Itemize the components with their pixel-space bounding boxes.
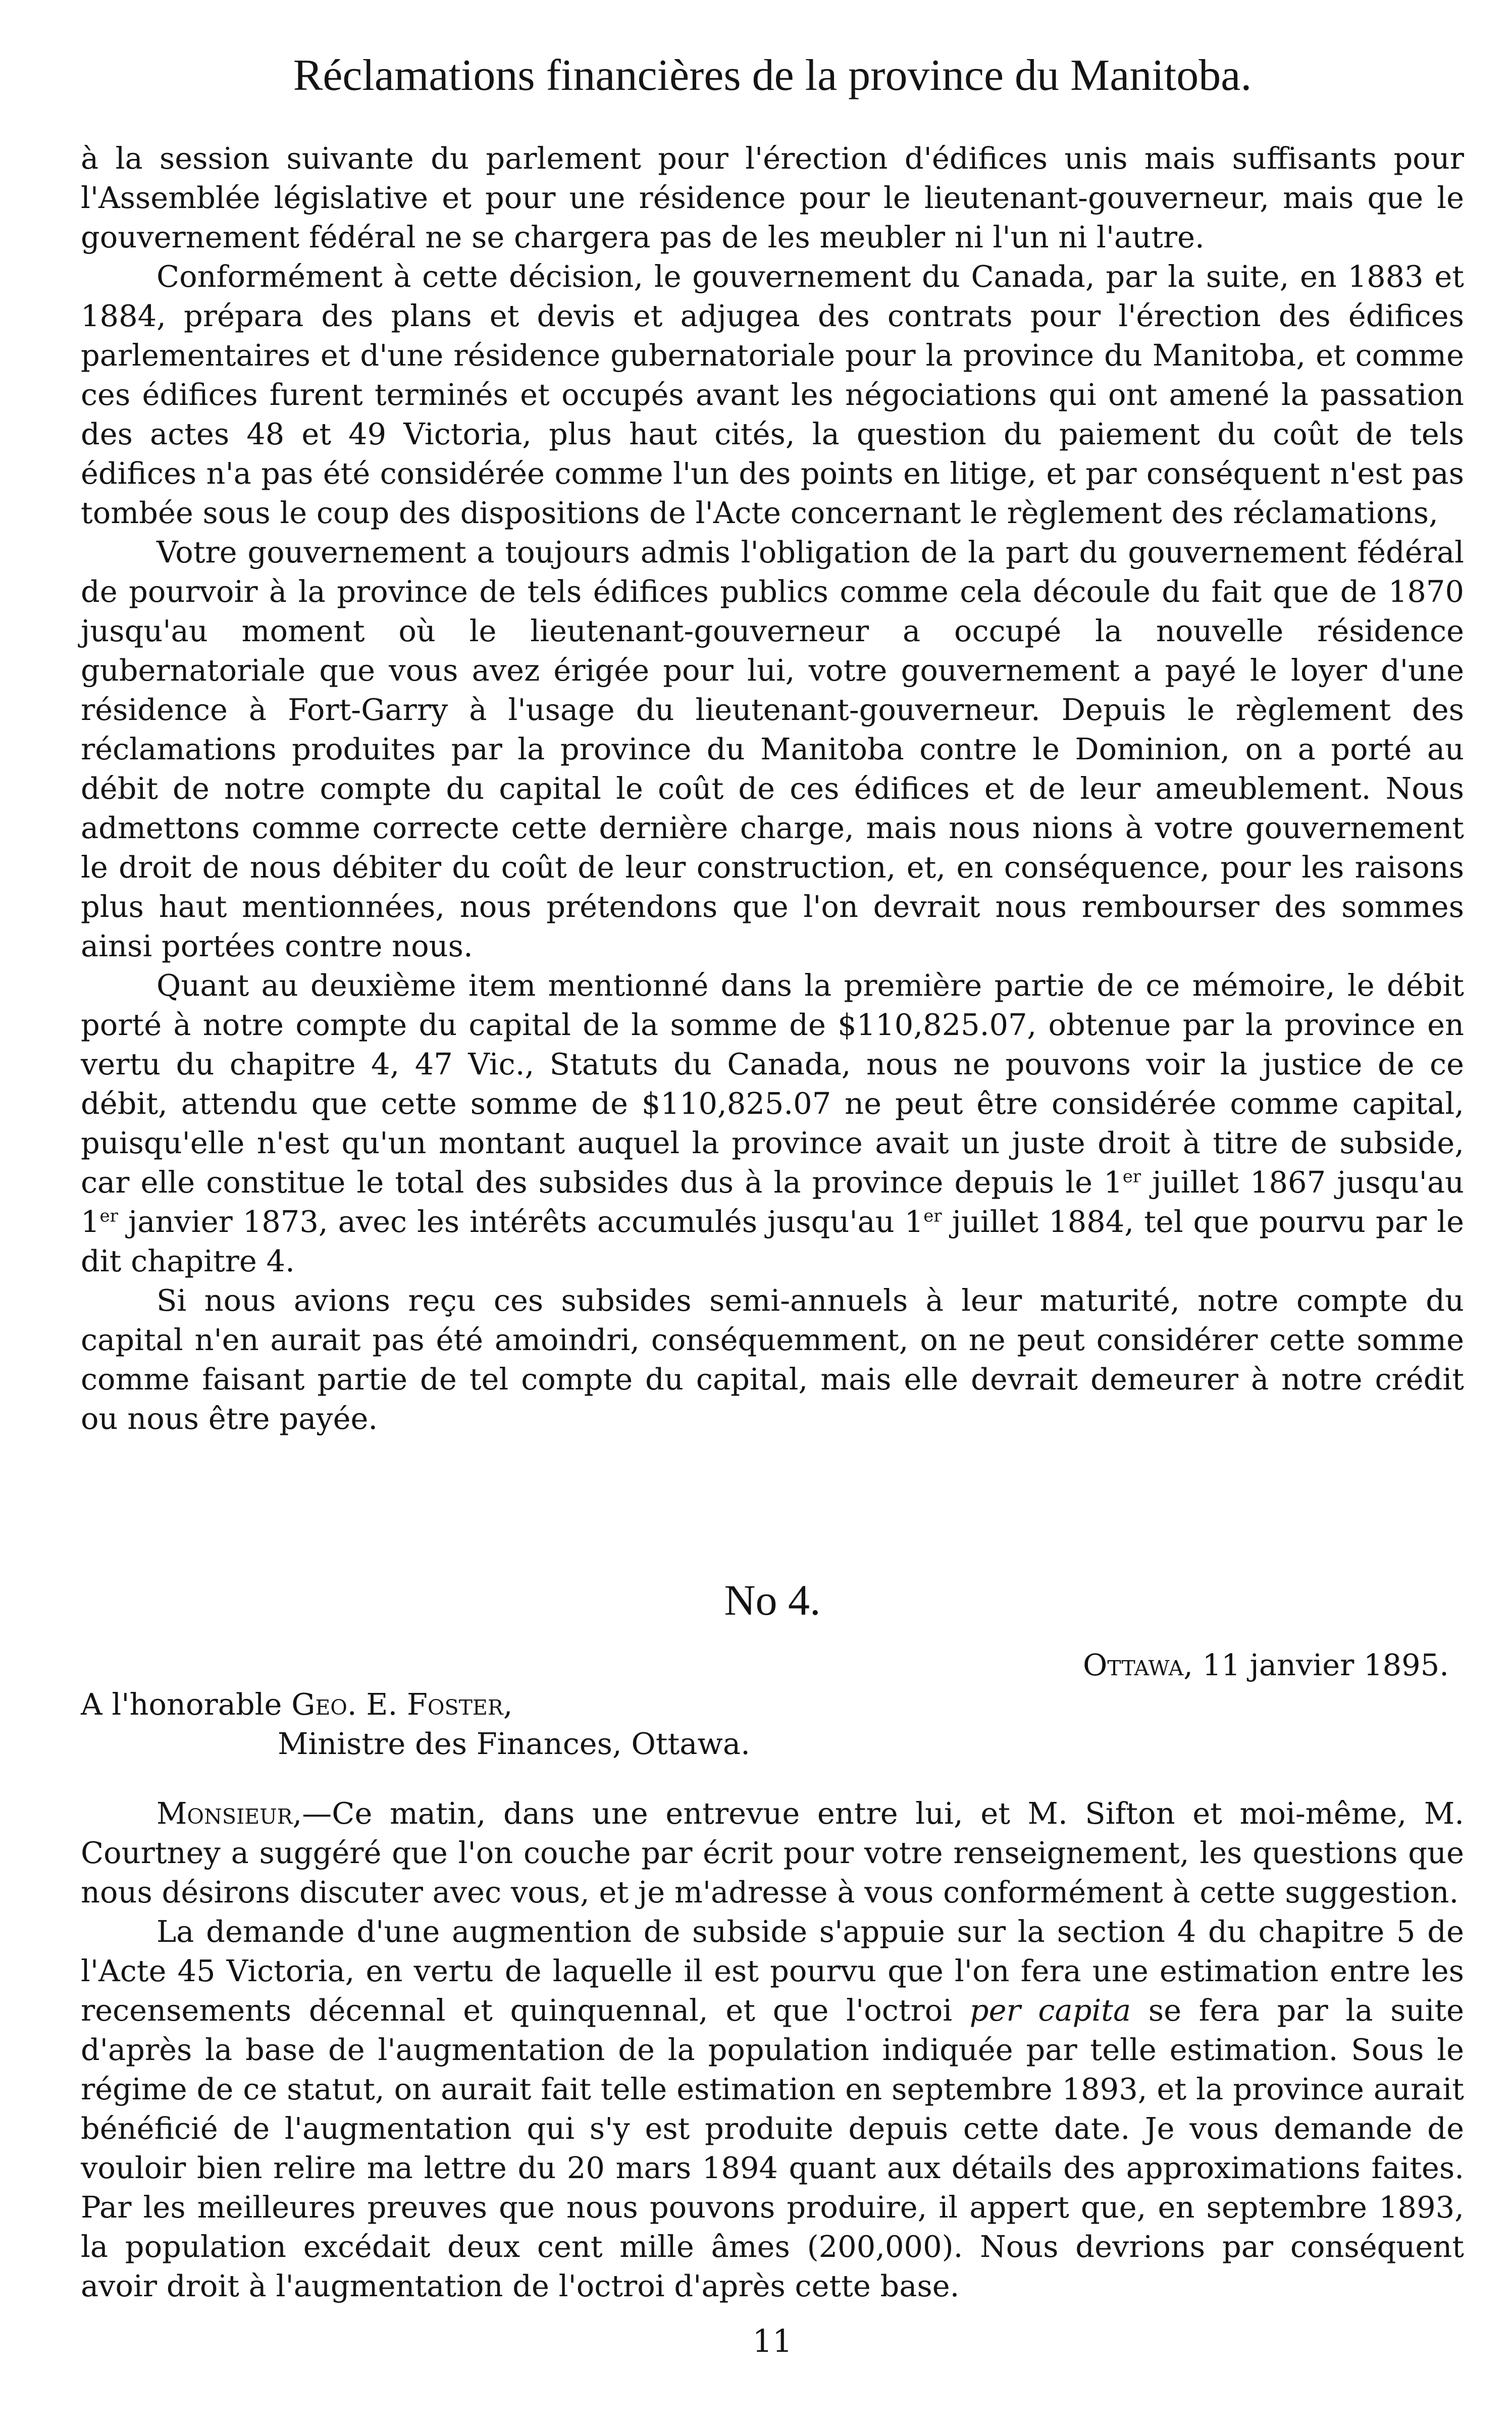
- para4-text-c: janvier 1873, avec les intérêts accumulés jusqu'au 1: [118, 1204, 924, 1239]
- salutation: Monsieur,: [157, 1796, 302, 1831]
- letter-p2-text-b: se fera par la suite d'après la base de l'augmentation de la population indiquée par telle estimation. Sous le régime de ce statut, on aurait fait telle estimation en septembre 1893, et la province aurait bénéficié de l'augmentation qui s'y est produite depuis cette date. Je vous demande de vouloir bien relire ma lettre du 20 mars 1894 quant aux détails des approximations faites. Par les meilleures preuves que nous pouvons produire, il appert que, en septembre 1893, la population excédait deux cent mille âmes (200,000). Nous devrions par conséquent avoir droit à l'augmentation de l'octroi d'après cette base.: [81, 1993, 1464, 2303]
- letter-paragraph-2: [81, 1912, 1464, 2306]
- ordinal-suffix: er: [1122, 1166, 1141, 1187]
- paragraph-conformement: Conformément à cette décision, le gouvernement du Canada, par la suite, en 1883 et 1884, prépara des plans et devis et adjugea des contrats pour l'érection des édifices parlementaires et d'une résidence gubernatoriale pour la province du Manitoba, et comme ces édifices furent terminés et occupés avant les négociations qui ont amené la passation des actes 48 et 49 Victoria, plus haut cités, la question du paiement du coût de tels édifices n'a pas été considérée comme l'un des points en litige, et par conséquent n'est pas tombée sous le coup des dispositions de l'Acte concernant le règlement des réclamations,: [81, 259, 1464, 530]
- running-head: Réclamations financières de la province du Manitoba.: [293, 51, 1252, 100]
- paragraph-continuation: à la session suivante du parlement pour l'érection d'édifices unis mais suffisants pour l'Assemblée législative et pour une résidence pour le lieutenant-gouverneur, mais que le gouvernement fédéral ne se chargera pas de les meubler ni l'un ni l'autre.: [81, 141, 1464, 254]
- letter-paragraph-1: [81, 1794, 1464, 1912]
- para4-text-d: juillet 1884, tel que pourvu par le dit chapitre 4.: [81, 1204, 1464, 1278]
- addressee-line: [81, 1685, 1464, 1724]
- ordinal-suffix: er: [99, 1206, 118, 1226]
- italic-term: per capita: [969, 1993, 1131, 2028]
- ordinal-suffix: er: [923, 1206, 942, 1226]
- addressee-name: Geo. E. Foster,: [291, 1687, 513, 1722]
- document-page: [81, 48, 1464, 2361]
- para4-text-b: juillet 1867 jusqu'au 1: [81, 1165, 1464, 1239]
- dateline: [81, 1645, 1464, 1685]
- page-number: 11: [752, 2323, 793, 2359]
- dateline-place: Ottawa,: [1082, 1647, 1193, 1682]
- addressee-title: Ministre des Finances, Ottawa.: [278, 1726, 750, 1761]
- paragraph-deuxieme-item: [81, 966, 1464, 1281]
- letter-p1-text: —Ce matin, dans une entrevue entre lui, et M. Sifton et moi-même, M. Courtney a suggéré que l'on couche par écrit pour votre renseignement, les questions que nous désirons discuter avec vous, et je m'adresse à vous conformément à cette suggestion.: [81, 1796, 1464, 1910]
- dateline-date: 11 janvier 1895.: [1192, 1647, 1449, 1682]
- paragraph-votre-gouvernement: Votre gouvernement a toujours admis l'obligation de la part du gouvernement fédéral de pourvoir à la province de tels édifices publics comme cela découle du fait que de 1870 jusqu'au moment où le lieutenant-gouverneur a occupé la nouvelle résidence gubernatoriale que vous avez érigée pour lui, votre gouvernement a payé le loyer d'une résidence à Fort-Garry à l'usage du lieutenant-gouverneur. Depuis le règlement des réclamations produites par la province du Manitoba contre le Dominion, on a porté au débit de notre compte du capital le coût de ces édifices et de leur ameublement. Nous admettons comme correcte cette dernière charge, mais nous nions à votre gouvernement le droit de nous débiter du coût de leur construction, et, en conséquence, pour les raisons plus haut mentionnées, nous prétendons que l'on devrait nous rembourser des sommes ainsi portées contre nous.: [81, 535, 1464, 963]
- document-number: No 4.: [724, 1576, 821, 1624]
- para4-text-a: Quant au deuxième item mentionné dans la première partie de ce mémoire, le débit porté à notre compte du capital de la somme de $110,825.07, obtenue par la province en vertu du chapitre 4, 47 Vic., Statuts du Canada, nous ne pouvons voir la justice de ce débit, attendu que cette somme de $110,825.07 ne peut être considérée comme capital, puisqu'elle n'est qu'un montant auquel la province avait un juste droit à titre de subside, car elle constitue le total des subsides dus à la province depuis le 1: [81, 968, 1464, 1200]
- letter-p2-text-a: La demande d'une augmention de subside s'appuie sur la section 4 du chapitre 5 de l'Acte 45 Victoria, en vertu de laquelle il est pourvu que l'on fera une estimation entre les recensements décennal et quinquennal, et que l'octroi: [81, 1914, 1464, 2028]
- addressee-prefix: A l'honorable: [81, 1687, 292, 1722]
- paragraph-subsides: Si nous avions reçu ces subsides semi-annuels à leur maturité, notre compte du capital n'en aurait pas été amoindri, conséquemment, on ne peut considérer cette somme comme faisant partie de tel compte du capital, mais elle devrait demeurer à notre crédit ou nous être payée.: [81, 1283, 1464, 1436]
